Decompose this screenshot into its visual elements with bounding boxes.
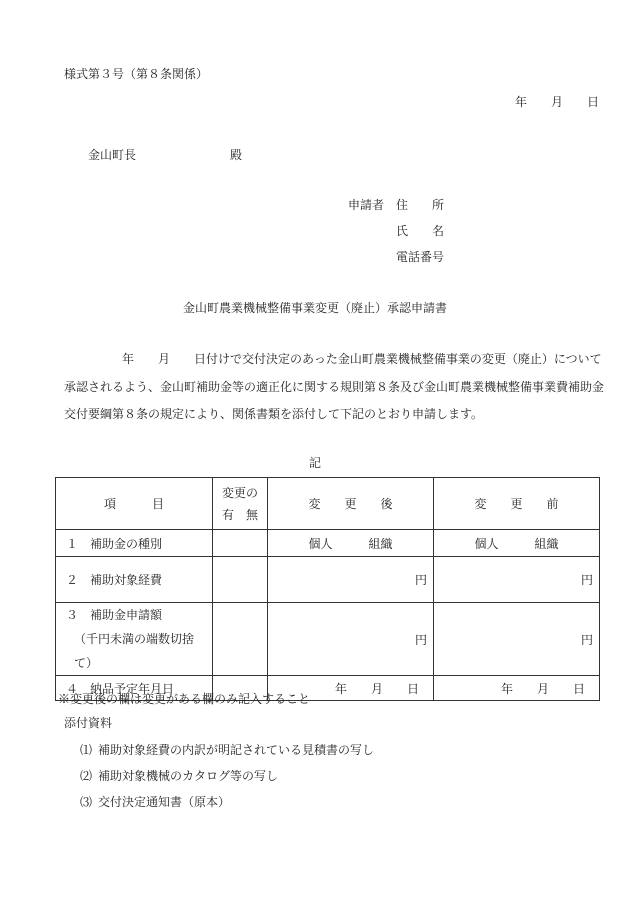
row-before[interactable]: 年 月 日 [434,676,600,701]
row-label: ２ 補助対象経費 [56,557,213,603]
table-row [56,603,600,676]
document-title: 金山町農業機械整備事業変更（廃止）承認申請書 [182,301,447,315]
row-after[interactable]: 円 [268,603,434,676]
row-before[interactable]: 円 [434,557,600,603]
header-change-top: 変更の [221,485,258,500]
row-label-sub: （千円未満の端数切捨て） [74,632,195,670]
row-before[interactable]: 円 [434,603,600,676]
applicant-label: 申請者 [348,198,385,212]
body-line-2: 承認されるよう、金山町補助金等の適正化に関する規則第８条及び金山町農業機械整備事業費補助金 [64,380,605,394]
row-before[interactable]: 個人 組織 [434,530,600,557]
phone-label: 電話番号 [396,250,445,264]
row-label [56,603,213,676]
name-label: 氏 名 [396,224,445,238]
address-label: 住 所 [396,198,445,212]
row-label: １ 補助金の種別 [56,530,213,557]
table-row [56,557,600,603]
header-change [213,478,268,530]
row-after[interactable]: 個人 組織 [268,530,434,557]
attachment-text: 補助対象機械のカタログ等の写し [98,769,279,783]
header-before: 変 更 前 [434,478,600,530]
attachment-text: 補助対象経費の内訳が明記されている見積書の写し [98,743,375,757]
form-number: 様式第３号（第８条関係） [64,67,209,81]
body-line-1: 年 月 日付けで交付決定のあった金山町農業機械整備事業の変更（廃止）について [122,352,602,366]
row-label-main: ３ 補助金申請額 [66,608,163,622]
row-label: ４ 納品予定年月日 [56,676,213,701]
row-change-cell[interactable] [213,603,268,676]
attachment-text: 交付決定通知書（原本） [98,795,231,809]
note: ※変更後の欄は変更がある欄のみ記入すること [58,692,311,706]
table-row [56,530,600,557]
addressee: 金山町長 [88,148,137,162]
date-line: 年 月 日 [515,95,600,109]
table-header-row [56,478,600,530]
attachment-num: ⑴ [80,743,93,757]
row-after[interactable]: 円 [268,557,434,603]
body-line-3: 交付要綱第８条の規定により、関係書類を添付して下記のとおり申請します。 [64,407,484,421]
attachments-heading: 添付資料 [64,716,113,730]
attachment-num: ⑶ [80,795,93,809]
honorific: 殿 [230,148,243,162]
ki-heading: 記 [308,456,321,470]
attachment-num: ⑵ [80,769,93,783]
header-change-bottom: 有 無 [221,507,258,522]
row-after[interactable]: 年 月 日 [268,676,434,701]
header-after: 変 更 後 [268,478,434,530]
header-item: 項 目 [56,478,213,530]
row-change-cell[interactable] [213,557,268,603]
change-table [55,477,600,701]
row-change-cell[interactable] [213,530,268,557]
